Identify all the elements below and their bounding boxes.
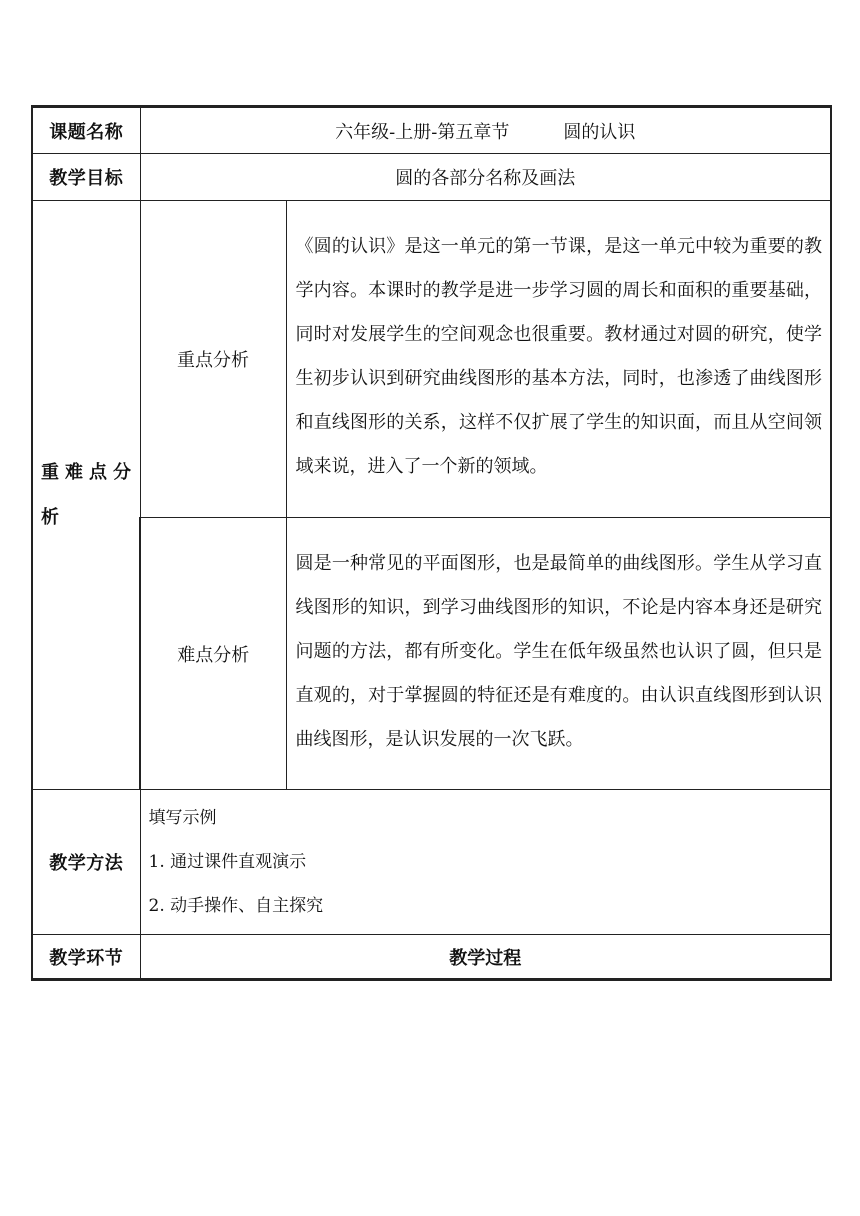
process-value: 教学过程: [140, 935, 831, 980]
row-key-point: [32, 201, 831, 518]
topic-label: 课题名称: [32, 107, 140, 154]
key-point-label: 重点分析: [140, 201, 286, 518]
row-topic: [32, 107, 831, 154]
method-content: [140, 790, 831, 935]
difficulty-label: 重难点分析: [32, 201, 140, 790]
method-line: 填写示例: [148, 808, 217, 828]
method-label: 教学方法: [32, 790, 140, 935]
topic-value: 六年级-上册-第五章节 圆的认识: [140, 107, 831, 154]
goal-label: 教学目标: [32, 154, 140, 201]
row-goal: [32, 154, 831, 201]
hard-point-text: 圆是一种常见的平面图形，也是最简单的曲线图形。学生从学习直线图形的知识，到学习曲线图形的知识，不论是内容本身还是研究问题的方法，都有所变化。学生在低年级虽然也认识了圆，但只是直观的，对于掌握圆的特征还是有难度的。由认识直线图形到认识曲线图形，是认识发展的一次飞跃。: [286, 518, 831, 790]
row-hard-point: [32, 518, 831, 790]
method-line: 2. 动手操作、自主探究: [148, 896, 324, 916]
goal-value: 圆的各部分名称及画法: [140, 154, 831, 201]
process-label: 教学环节: [32, 935, 140, 980]
lesson-plan-table: [31, 105, 832, 981]
key-point-text: 《圆的认识》是这一单元的第一节课，是这一单元中较为重要的教学内容。本课时的教学是进一步学习圆的周长和面积的重要基础，同时对发展学生的空间观念也很重要。教材通过对圆的研究，使学生初步认识到研究曲线图形的基本方法，同时，也渗透了曲线图形和直线图形的关系，这样不仅扩展了学生的知识面，而且从空间领域来说，进入了一个新的领域。: [286, 201, 831, 518]
row-process: [32, 935, 831, 980]
method-line: 1. 通过课件直观演示: [148, 852, 307, 872]
hard-point-label: 难点分析: [140, 518, 286, 790]
row-method: [32, 790, 831, 935]
